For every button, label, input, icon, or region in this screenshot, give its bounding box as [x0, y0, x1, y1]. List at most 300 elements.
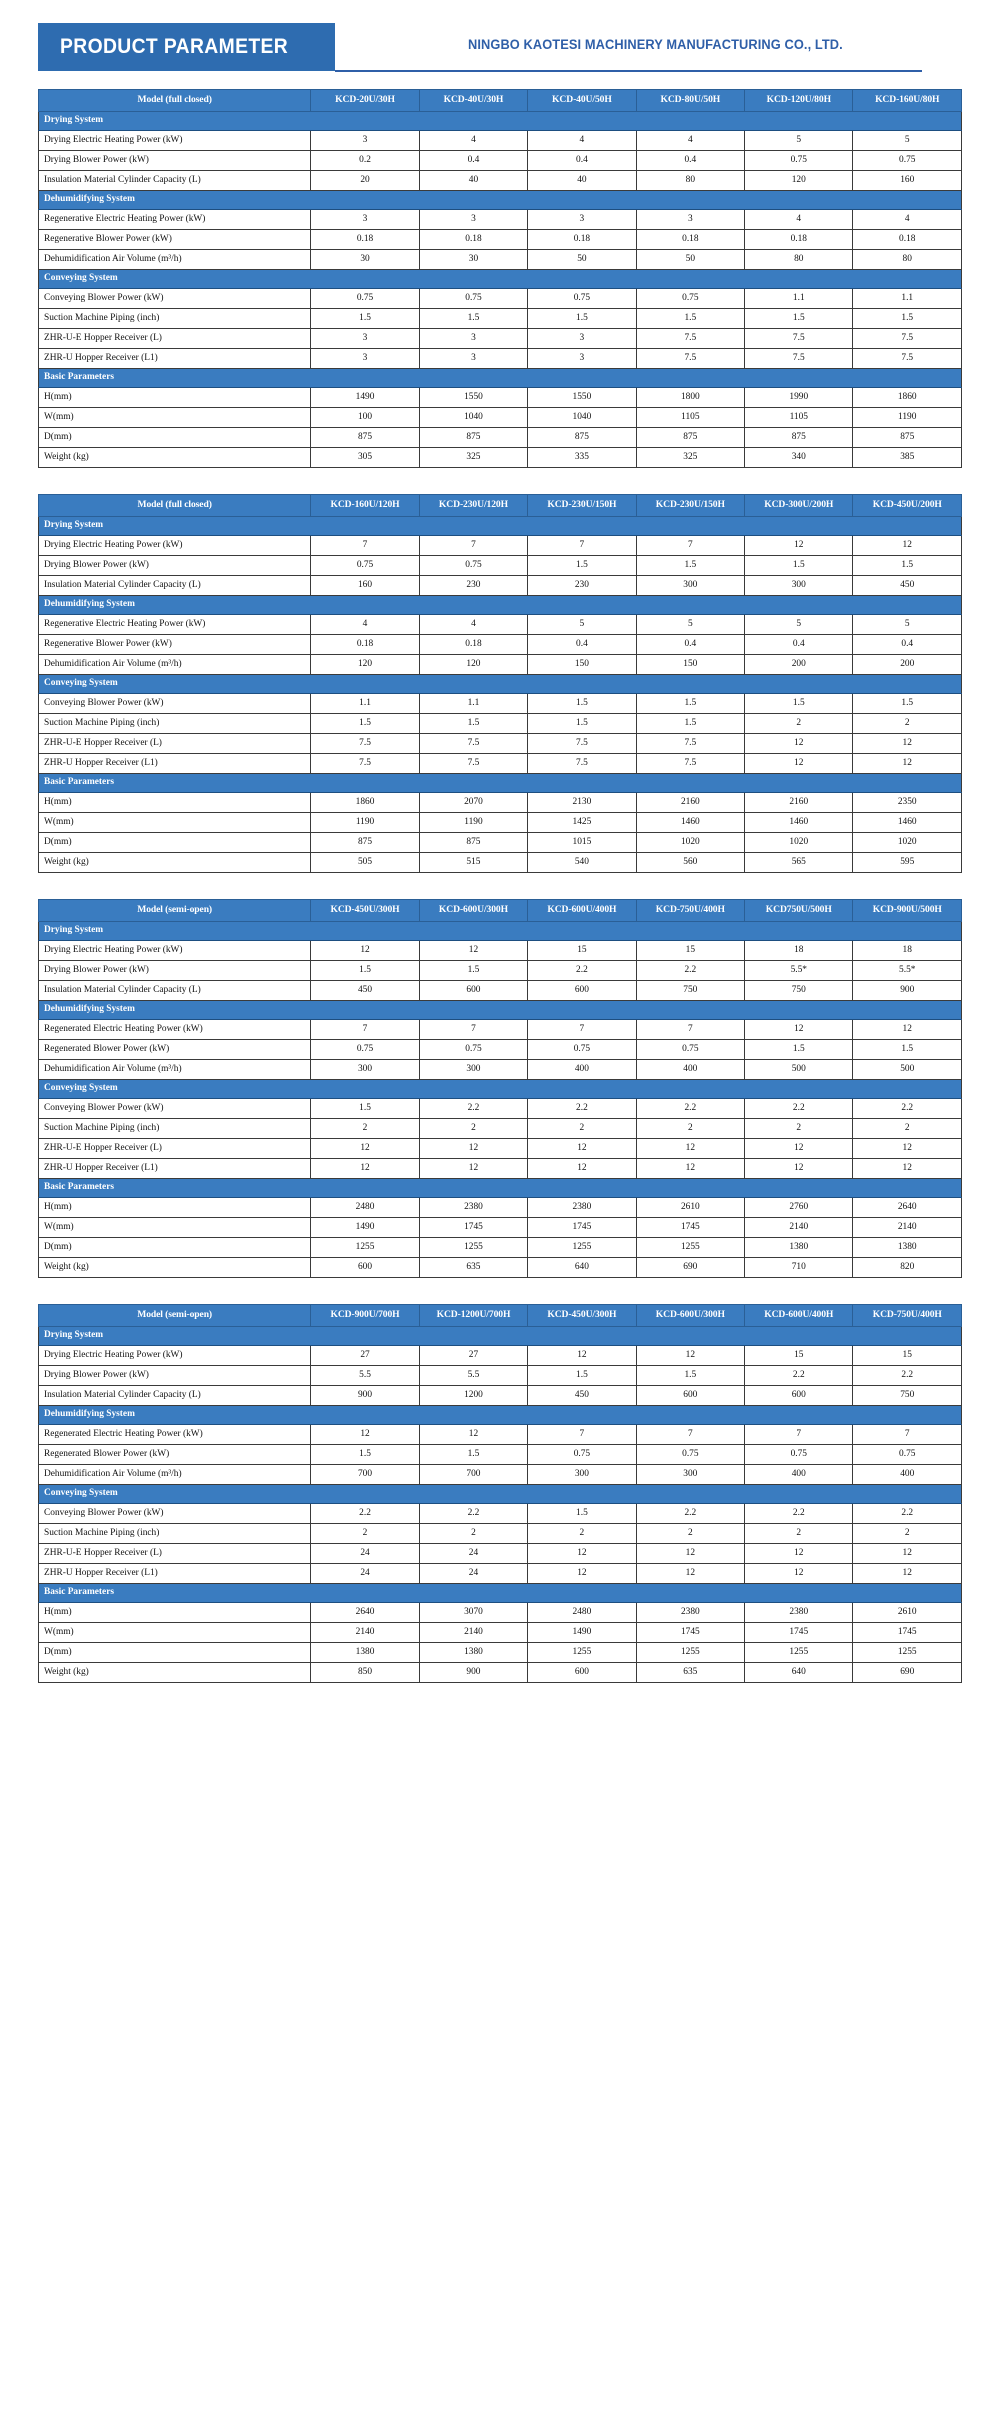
table-row [39, 576, 962, 596]
parameter-label: Regenerated Electric Heating Power (kW) [39, 1425, 311, 1445]
parameter-value: 0.4 [853, 635, 962, 655]
model-column-header: KCD-900U/500H [853, 900, 962, 922]
parameter-value: 2.2 [853, 1504, 962, 1524]
spec-table [38, 89, 962, 468]
parameter-label: Regenerated Blower Power (kW) [39, 1040, 311, 1060]
section-title: Basic Parameters [39, 1584, 962, 1603]
parameter-value: 1.5 [528, 556, 636, 576]
parameter-value: 12 [745, 734, 853, 754]
parameter-label: W(mm) [39, 408, 311, 428]
parameter-value: 5 [853, 615, 962, 635]
parameter-value: 3 [528, 210, 636, 230]
parameter-value: 2 [311, 1524, 419, 1544]
parameter-value: 24 [419, 1544, 527, 1564]
parameter-label: Suction Machine Piping (inch) [39, 1119, 311, 1139]
parameter-value: 600 [528, 1663, 636, 1683]
parameter-value: 4 [745, 210, 853, 230]
parameter-value: 7.5 [745, 349, 853, 369]
parameter-value: 15 [528, 941, 636, 961]
parameter-value: 1255 [636, 1238, 744, 1258]
parameter-value: 2.2 [745, 1099, 853, 1119]
parameter-value: 325 [419, 448, 527, 468]
parameter-value: 3 [311, 349, 419, 369]
parameter-value: 1.5 [419, 1445, 527, 1465]
parameter-label: Dehumidification Air Volume (m³/h) [39, 655, 311, 675]
parameter-value: 40 [528, 171, 636, 191]
parameter-label: W(mm) [39, 813, 311, 833]
section-title: Conveying System [39, 675, 962, 694]
parameter-value: 5 [853, 131, 962, 151]
parameter-label: Regenerative Blower Power (kW) [39, 230, 311, 250]
parameter-value: 12 [853, 754, 962, 774]
parameter-value: 27 [311, 1346, 419, 1366]
model-column-header: KCD-40U/50H [528, 90, 636, 112]
parameter-label: H(mm) [39, 1603, 311, 1623]
parameter-value: 0.18 [419, 635, 527, 655]
parameter-value: 230 [419, 576, 527, 596]
parameter-value: 2.2 [745, 1504, 853, 1524]
section-title: Basic Parameters [39, 1179, 962, 1198]
table-row [39, 1139, 962, 1159]
parameter-label: W(mm) [39, 1218, 311, 1238]
table-row [39, 1504, 962, 1524]
parameter-label: Dehumidification Air Volume (m³/h) [39, 250, 311, 270]
section-title: Drying System [39, 1327, 962, 1346]
parameter-value: 7 [311, 536, 419, 556]
table-row [39, 1119, 962, 1139]
table-row [39, 655, 962, 675]
parameter-value: 690 [636, 1258, 744, 1278]
table-row [39, 1366, 962, 1386]
parameter-value: 12 [853, 1564, 962, 1584]
parameter-label: Drying Electric Heating Power (kW) [39, 131, 311, 151]
parameter-value: 0.75 [528, 289, 636, 309]
parameter-value: 1.5 [853, 1040, 962, 1060]
table-row [39, 1020, 962, 1040]
parameter-label: H(mm) [39, 1198, 311, 1218]
parameter-label: Regenerative Electric Heating Power (kW) [39, 210, 311, 230]
parameter-value: 1255 [528, 1238, 636, 1258]
section-title: Drying System [39, 922, 962, 941]
parameter-value: 12 [745, 1544, 853, 1564]
parameter-value: 1490 [528, 1623, 636, 1643]
parameter-value: 2 [528, 1524, 636, 1544]
parameter-value: 80 [853, 250, 962, 270]
parameter-value: 2640 [853, 1198, 962, 1218]
model-type-label: Model (semi-open) [39, 900, 311, 922]
parameter-label: Insulation Material Cylinder Capacity (L) [39, 981, 311, 1001]
parameter-label: Conveying Blower Power (kW) [39, 289, 311, 309]
parameter-value: 600 [419, 981, 527, 1001]
parameter-value: 12 [745, 754, 853, 774]
parameter-value: 150 [528, 655, 636, 675]
parameter-value: 875 [419, 428, 527, 448]
model-column-header: KCD-450U/300H [528, 1305, 636, 1327]
parameter-value: 0.18 [419, 230, 527, 250]
parameter-value: 160 [311, 576, 419, 596]
model-column-header: KCD-300U/200H [745, 495, 853, 517]
parameter-value: 1.5 [528, 1504, 636, 1524]
parameter-label: ZHR-U Hopper Receiver (L1) [39, 1564, 311, 1584]
parameter-label: Insulation Material Cylinder Capacity (L) [39, 576, 311, 596]
table-row [39, 981, 962, 1001]
parameter-value: 600 [311, 1258, 419, 1278]
parameter-value: 7.5 [419, 734, 527, 754]
table-row [39, 171, 962, 191]
parameter-value: 1.5 [853, 309, 962, 329]
parameter-value: 2 [419, 1524, 527, 1544]
section-header-row [39, 596, 962, 615]
parameter-value: 1.5 [745, 556, 853, 576]
section-title: Conveying System [39, 270, 962, 289]
table-row [39, 448, 962, 468]
parameter-label: Weight (kg) [39, 1663, 311, 1683]
parameter-value: 1745 [419, 1218, 527, 1238]
parameter-value: 7.5 [528, 734, 636, 754]
parameter-value: 4 [636, 131, 744, 151]
parameter-value: 12 [636, 1346, 744, 1366]
parameter-value: 0.75 [528, 1445, 636, 1465]
parameter-value: 640 [528, 1258, 636, 1278]
parameter-value: 600 [636, 1386, 744, 1406]
parameter-value: 0.4 [745, 635, 853, 655]
table-row [39, 1346, 962, 1366]
parameter-value: 0.75 [636, 1040, 744, 1060]
parameter-value: 3 [528, 329, 636, 349]
parameter-label: Weight (kg) [39, 853, 311, 873]
parameter-label: Regenerated Blower Power (kW) [39, 1445, 311, 1465]
parameter-value: 4 [419, 131, 527, 151]
parameter-value: 200 [745, 655, 853, 675]
parameter-value: 300 [528, 1465, 636, 1485]
parameter-value: 1745 [636, 1623, 744, 1643]
parameter-value: 0.75 [636, 289, 744, 309]
parameter-value: 900 [419, 1663, 527, 1683]
parameter-label: Insulation Material Cylinder Capacity (L) [39, 1386, 311, 1406]
product-parameter-page [0, 23, 1000, 1729]
parameter-value: 1255 [853, 1643, 962, 1663]
table-row [39, 1040, 962, 1060]
parameter-value: 12 [528, 1139, 636, 1159]
parameter-value: 635 [419, 1258, 527, 1278]
parameter-value: 2 [636, 1119, 744, 1139]
parameter-value: 7 [311, 1020, 419, 1040]
parameter-value: 400 [745, 1465, 853, 1485]
parameter-value: 0.4 [528, 151, 636, 171]
section-title: Dehumidifying System [39, 1406, 962, 1425]
parameter-label: D(mm) [39, 1238, 311, 1258]
model-column-header: KCD-450U/200H [853, 495, 962, 517]
table-row [39, 309, 962, 329]
table-row [39, 329, 962, 349]
parameter-value: 2.2 [853, 1366, 962, 1386]
parameter-value: 1200 [419, 1386, 527, 1406]
parameter-value: 1.5 [311, 1099, 419, 1119]
parameter-value: 2.2 [853, 1099, 962, 1119]
parameter-value: 750 [853, 1386, 962, 1406]
parameter-value: 3 [528, 349, 636, 369]
parameter-value: 7 [745, 1425, 853, 1445]
parameter-value: 500 [745, 1060, 853, 1080]
parameter-value: 200 [853, 655, 962, 675]
parameter-value: 1745 [853, 1623, 962, 1643]
parameter-label: ZHR-U Hopper Receiver (L1) [39, 349, 311, 369]
parameter-value: 24 [311, 1544, 419, 1564]
parameter-label: Suction Machine Piping (inch) [39, 714, 311, 734]
parameter-value: 12 [853, 734, 962, 754]
parameter-value: 2380 [636, 1603, 744, 1623]
parameter-value: 0.18 [311, 230, 419, 250]
section-title: Basic Parameters [39, 774, 962, 793]
parameter-value: 1040 [528, 408, 636, 428]
parameter-value: 1020 [745, 833, 853, 853]
parameter-value: 150 [636, 655, 744, 675]
parameter-label: D(mm) [39, 428, 311, 448]
parameter-value: 24 [419, 1564, 527, 1584]
parameter-value: 0.4 [419, 151, 527, 171]
parameter-value: 7.5 [419, 754, 527, 774]
parameter-value: 0.75 [528, 1040, 636, 1060]
parameter-value: 1.5 [528, 309, 636, 329]
parameter-value: 0.75 [419, 289, 527, 309]
page-title: PRODUCT PARAMETER [60, 35, 289, 58]
parameter-label: ZHR-U Hopper Receiver (L1) [39, 1159, 311, 1179]
parameter-label: Drying Blower Power (kW) [39, 556, 311, 576]
parameter-value: 4 [419, 615, 527, 635]
parameter-value: 1745 [745, 1623, 853, 1643]
table-row [39, 230, 962, 250]
parameter-value: 2140 [853, 1218, 962, 1238]
parameter-value: 690 [853, 1663, 962, 1683]
parameter-value: 12 [853, 1020, 962, 1040]
parameter-label: D(mm) [39, 1643, 311, 1663]
parameter-value: 2.2 [636, 961, 744, 981]
parameter-value: 2130 [528, 793, 636, 813]
parameter-value: 850 [311, 1663, 419, 1683]
parameter-value: 1380 [853, 1238, 962, 1258]
parameter-value: 1190 [853, 408, 962, 428]
parameter-value: 100 [311, 408, 419, 428]
parameter-label: ZHR-U-E Hopper Receiver (L) [39, 734, 311, 754]
parameter-label: Insulation Material Cylinder Capacity (L) [39, 171, 311, 191]
parameter-value: 1105 [745, 408, 853, 428]
parameter-value: 2380 [528, 1198, 636, 1218]
parameter-value: 1380 [419, 1643, 527, 1663]
parameter-label: Drying Electric Heating Power (kW) [39, 1346, 311, 1366]
parameter-value: 230 [528, 576, 636, 596]
parameter-value: 1.5 [636, 714, 744, 734]
parameter-value: 7.5 [636, 754, 744, 774]
parameter-label: W(mm) [39, 1623, 311, 1643]
parameter-value: 2160 [745, 793, 853, 813]
model-column-header: KCD-230U/150H [636, 495, 744, 517]
parameter-value: 5.5 [419, 1366, 527, 1386]
parameter-value: 4 [528, 131, 636, 151]
parameter-value: 1.5 [528, 694, 636, 714]
parameter-value: 875 [311, 833, 419, 853]
parameter-value: 7 [528, 1425, 636, 1445]
table-row [39, 151, 962, 171]
parameter-value: 7.5 [853, 329, 962, 349]
table-row [39, 408, 962, 428]
parameter-value: 1.5 [636, 556, 744, 576]
parameter-value: 3 [419, 349, 527, 369]
parameter-value: 12 [311, 1425, 419, 1445]
model-column-header: KCD-160U/120H [311, 495, 419, 517]
table-row [39, 536, 962, 556]
model-column-header: KCD-450U/300H [311, 900, 419, 922]
parameter-label: Drying Blower Power (kW) [39, 961, 311, 981]
model-column-header: KCD-750U/400H [636, 900, 744, 922]
table-row [39, 388, 962, 408]
parameter-value: 2 [745, 1119, 853, 1139]
section-header-row [39, 1406, 962, 1425]
model-type-label: Model (full closed) [39, 495, 311, 517]
parameter-value: 2 [528, 1119, 636, 1139]
parameter-value: 7.5 [311, 754, 419, 774]
parameter-value: 0.18 [311, 635, 419, 655]
page-header-banner [38, 23, 962, 83]
table-row [39, 615, 962, 635]
parameter-value: 2.2 [528, 1099, 636, 1119]
section-title: Drying System [39, 517, 962, 536]
parameter-value: 0.75 [419, 1040, 527, 1060]
model-header-row [39, 900, 962, 922]
parameter-value: 2.2 [636, 1504, 744, 1524]
parameter-value: 3 [636, 210, 744, 230]
parameter-value: 875 [311, 428, 419, 448]
parameter-value: 710 [745, 1258, 853, 1278]
parameter-value: 7.5 [853, 349, 962, 369]
parameter-value: 5.5* [853, 961, 962, 981]
table-row [39, 734, 962, 754]
parameter-value: 1.5 [311, 1445, 419, 1465]
parameter-value: 1020 [636, 833, 744, 853]
parameter-value: 0.75 [853, 151, 962, 171]
section-title: Dehumidifying System [39, 191, 962, 210]
parameter-value: 2 [311, 1119, 419, 1139]
model-column-header: KCD-160U/80H [853, 90, 962, 112]
parameter-value: 1.5 [636, 694, 744, 714]
parameter-value: 12 [636, 1544, 744, 1564]
parameter-label: ZHR-U-E Hopper Receiver (L) [39, 329, 311, 349]
parameter-value: 0.18 [636, 230, 744, 250]
parameter-value: 2160 [636, 793, 744, 813]
parameter-value: 1.5 [311, 714, 419, 734]
parameter-value: 300 [636, 576, 744, 596]
parameter-value: 80 [745, 250, 853, 270]
parameter-value: 0.75 [636, 1445, 744, 1465]
section-header-row [39, 191, 962, 210]
parameter-value: 875 [745, 428, 853, 448]
model-column-header: KCD-230U/120H [419, 495, 527, 517]
section-header-row [39, 1001, 962, 1020]
parameter-value: 600 [528, 981, 636, 1001]
parameter-value: 50 [528, 250, 636, 270]
parameter-value: 0.18 [745, 230, 853, 250]
parameter-value: 2 [853, 1119, 962, 1139]
table-row [39, 813, 962, 833]
parameter-label: Drying Electric Heating Power (kW) [39, 941, 311, 961]
parameter-value: 700 [419, 1465, 527, 1485]
section-header-row [39, 517, 962, 536]
model-column-header: KCD-900U/700H [311, 1305, 419, 1327]
parameter-value: 12 [745, 536, 853, 556]
parameter-label: H(mm) [39, 388, 311, 408]
parameter-label: Conveying Blower Power (kW) [39, 694, 311, 714]
parameter-value: 12 [745, 1159, 853, 1179]
parameter-value: 450 [528, 1386, 636, 1406]
parameter-value: 2480 [528, 1603, 636, 1623]
parameter-value: 30 [419, 250, 527, 270]
parameter-label: Drying Blower Power (kW) [39, 151, 311, 171]
parameter-value: 5.5 [311, 1366, 419, 1386]
parameter-value: 3 [419, 329, 527, 349]
parameter-value: 160 [853, 171, 962, 191]
parameter-value: 1860 [311, 793, 419, 813]
parameter-value: 1255 [419, 1238, 527, 1258]
parameter-label: Dehumidification Air Volume (m³/h) [39, 1060, 311, 1080]
parameter-value: 0.75 [311, 556, 419, 576]
parameter-value: 2 [419, 1119, 527, 1139]
table-row [39, 941, 962, 961]
section-header-row [39, 270, 962, 289]
parameter-label: Regenerated Electric Heating Power (kW) [39, 1020, 311, 1040]
parameter-value: 7 [853, 1425, 962, 1445]
parameter-value: 505 [311, 853, 419, 873]
parameter-value: 900 [853, 981, 962, 1001]
parameter-value: 0.4 [636, 151, 744, 171]
table-row [39, 853, 962, 873]
table-row [39, 1099, 962, 1119]
parameter-value: 12 [528, 1564, 636, 1584]
parameter-label: Dehumidification Air Volume (m³/h) [39, 1465, 311, 1485]
parameter-value: 2 [853, 714, 962, 734]
parameter-value: 3070 [419, 1603, 527, 1623]
model-column-header: KCD-230U/150H [528, 495, 636, 517]
parameter-value: 5 [528, 615, 636, 635]
parameter-value: 7.5 [636, 734, 744, 754]
parameter-value: 5 [745, 131, 853, 151]
spec-tables-container [38, 89, 962, 1683]
parameter-value: 7 [419, 1020, 527, 1040]
model-column-header: KCD-40U/30H [419, 90, 527, 112]
spec-table [38, 1304, 962, 1683]
parameter-value: 7.5 [745, 329, 853, 349]
parameter-label: D(mm) [39, 833, 311, 853]
parameter-value: 595 [853, 853, 962, 873]
header-divider [335, 70, 922, 72]
parameter-value: 700 [311, 1465, 419, 1485]
parameter-value: 12 [745, 1020, 853, 1040]
parameter-value: 7 [636, 536, 744, 556]
parameter-value: 1190 [419, 813, 527, 833]
parameter-value: 2480 [311, 1198, 419, 1218]
parameter-value: 600 [745, 1386, 853, 1406]
parameter-value: 0.18 [528, 230, 636, 250]
parameter-value: 7 [528, 1020, 636, 1040]
parameter-value: 2760 [745, 1198, 853, 1218]
parameter-value: 1380 [745, 1238, 853, 1258]
parameter-value: 27 [419, 1346, 527, 1366]
parameter-value: 1.5 [636, 309, 744, 329]
parameter-value: 15 [745, 1346, 853, 1366]
parameter-value: 4 [311, 615, 419, 635]
model-column-header: KCD-600U/300H [636, 1305, 744, 1327]
table-row [39, 833, 962, 853]
section-header-row [39, 1584, 962, 1603]
parameter-value: 3 [419, 210, 527, 230]
